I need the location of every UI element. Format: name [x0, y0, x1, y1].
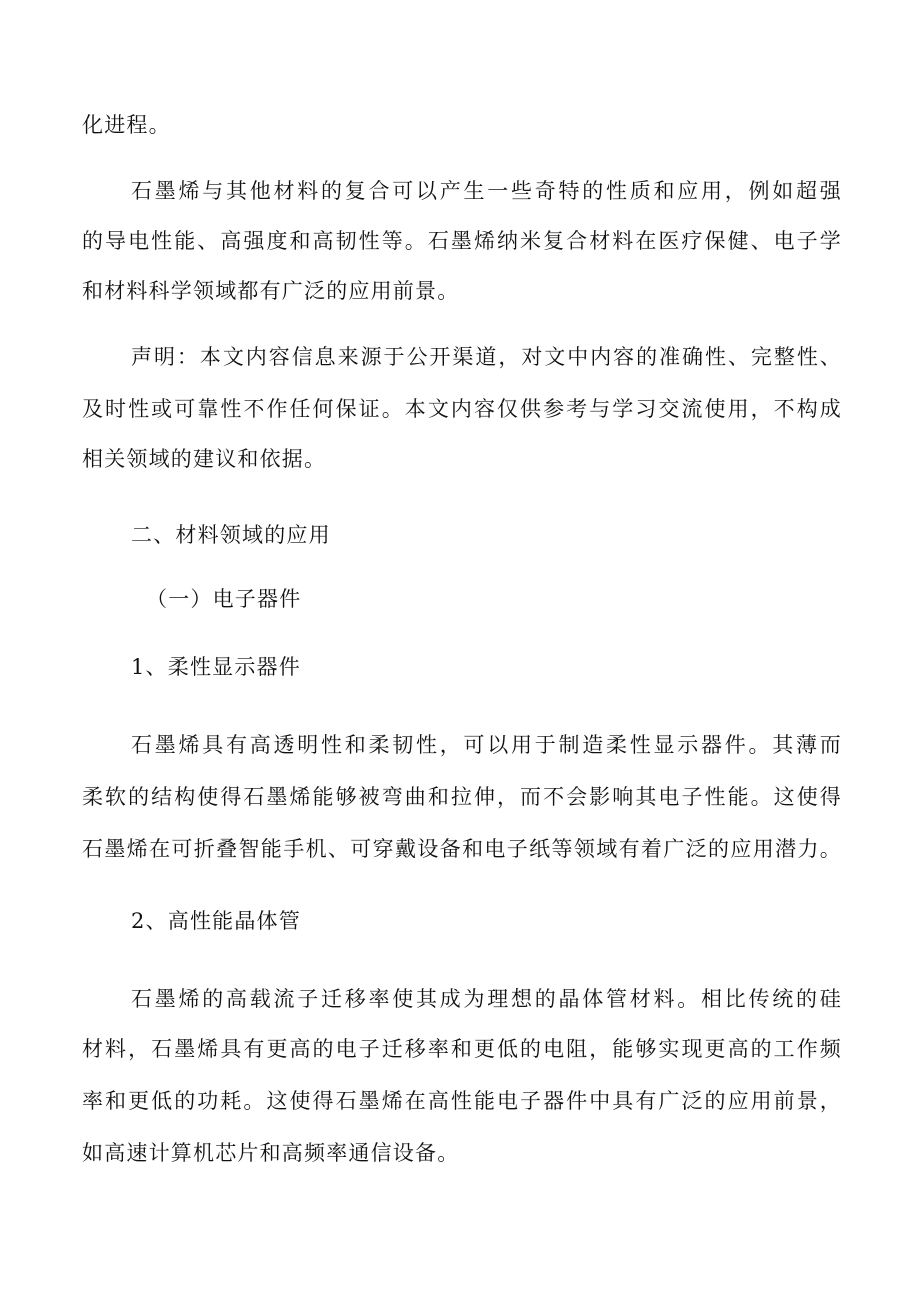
paragraph-line: 柔软的结构使得石墨烯能够被弯曲和拉伸，而不会影响其电子性能。这使得	[82, 785, 842, 809]
paragraph-line: 和材料科学领域都有广泛的应用前景。	[82, 279, 460, 303]
disclaimer-line: 相关领域的建议和依据。	[82, 447, 327, 471]
paragraph-line: 材料，石墨烯具有更高的电子迁移率和更低的电阻，能够实现更高的工作频	[82, 1037, 842, 1061]
paragraph-line: 的导电性能、高强度和高韧性等。石墨烯纳米复合材料在医疗保健、电子学	[82, 229, 842, 253]
subsection-heading: （一）电子器件	[146, 587, 302, 611]
paragraph-line: 如高速计算机芯片和高频率通信设备。	[82, 1141, 460, 1165]
paragraph-line: 石墨烯具有高透明性和柔韧性，可以用于制造柔性显示器件。其薄而	[131, 733, 842, 757]
disclaimer-line: 及时性或可靠性不作任何保证。本文内容仅供参考与学习交流使用，不构成	[82, 397, 842, 421]
section-heading: 二、材料领域的应用	[131, 523, 331, 547]
item-heading: 1、柔性显示器件	[131, 655, 301, 679]
disclaimer-line: 声明：本文内容信息来源于公开渠道，对文中内容的准确性、完整性、	[131, 345, 842, 369]
paragraph-line: 石墨烯的高载流子迁移率使其成为理想的晶体管材料。相比传统的硅	[131, 987, 842, 1011]
paragraph-line: 率和更低的功耗。这使得石墨烯在高性能电子器件中具有广泛的应用前景，	[82, 1089, 842, 1113]
paragraph-line: 石墨烯与其他材料的复合可以产生一些奇特的性质和应用，例如超强	[131, 179, 842, 203]
item-heading: 2、高性能晶体管	[131, 909, 301, 933]
paragraph-line: 石墨烯在可折叠智能手机、可穿戴设备和电子纸等领域有着广泛的应用潜力。	[82, 837, 842, 861]
paragraph-line: 化进程。	[82, 113, 171, 137]
